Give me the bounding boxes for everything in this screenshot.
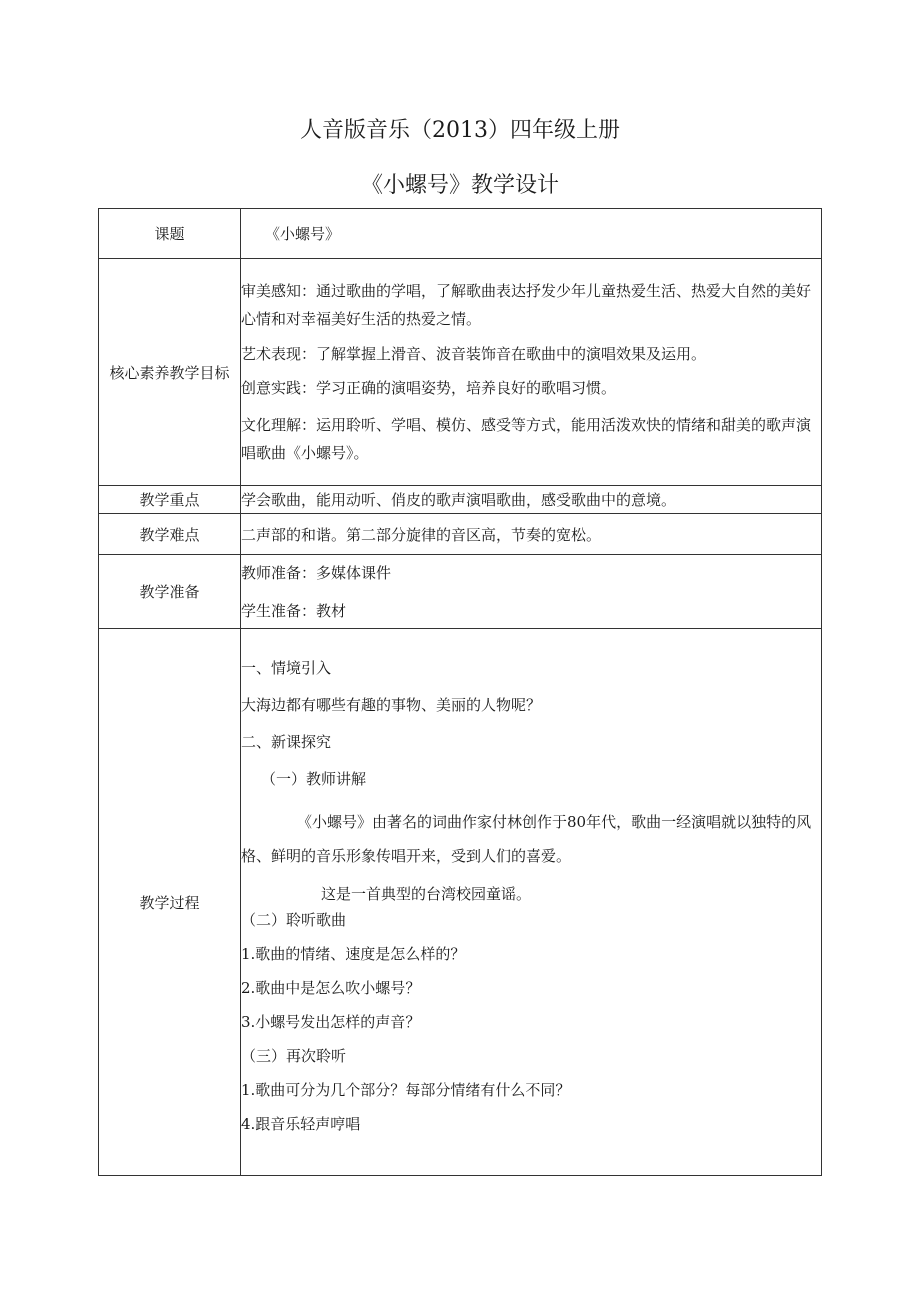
process-line: 2.歌曲中是怎么吹小螺号？ [241,979,421,997]
topic-value: 《小螺号》 [265,225,341,243]
process-line: 4.跟音乐轻声哼唱 [241,1115,361,1133]
process-line: 二、新课探究 [241,733,332,751]
prep-teacher: 教师准备：多媒体课件 [241,563,392,582]
process-label: 教学过程 [99,629,241,1176]
goal-aesthetic: 审美感知：通过歌曲的学唱，了解歌曲表达抒发少年儿童热爱生活、热爱大自然的美好心情和对幸福美好生活的热爱之情。 [241,282,812,328]
process-paragraph: 《小螺号》由著名的词曲作家付林创作于80年代，歌曲一经演唱就以独特的风格、鲜明的音乐形象传唱开来，受到人们的喜爱。 [241,813,812,865]
table-row-process [99,629,822,1176]
goal-practice: 创意实践：学习正确的演唱姿势，培养良好的歌唱习惯。 [241,379,617,397]
goal-culture: 文化理解：运用聆听、学唱、模仿、感受等方式，能用活泼欢快的情绪和甜美的歌声演唱歌曲《小螺号》。 [241,416,812,462]
focus-value: 学会歌曲，能用动听、俏皮的歌声演唱歌曲，感受歌曲中的意境。 [241,486,822,514]
process-line: 1.歌曲的情绪、速度是怎么样的？ [241,945,466,963]
focus-label: 教学重点 [99,486,241,514]
lesson-plan-table [98,208,822,1176]
process-line: （三）再次聆听 [241,1047,347,1065]
process-line: （一）教师讲解 [261,770,367,788]
process-line: 大海边都有哪些有趣的事物、美丽的人物呢？ [241,696,542,714]
goal-expression: 艺术表现：了解掌握上滑音、波音装饰音在歌曲中的演唱效果及运用。 [241,345,707,363]
goals-label: 核心素养教学目标 [99,259,241,486]
table-row-difficulty [99,514,822,555]
table-row-prep [99,555,822,629]
process-line: 一、情境引入 [241,659,332,677]
prep-label: 教学准备 [99,555,241,629]
table-row-topic [99,209,822,259]
document-subtitle: 《小螺号》教学设计 [360,173,559,198]
difficulty-value: 二声部的和谐。第二部分旋律的音区高，节奏的宽松。 [241,514,822,555]
topic-label: 课题 [99,209,241,259]
process-line: 3.小螺号发出怎样的声音？ [241,1013,421,1031]
prep-student: 学生准备：教材 [241,601,347,620]
process-line: 1.歌曲可分为几个部分？每部分情绪有什么不同？ [241,1081,571,1099]
document-title: 人音版音乐（2013）四年级上册 [300,118,620,143]
table-row-goals [99,259,822,486]
table-row-focus [99,486,822,514]
process-line: （二）聆听歌曲 [241,911,347,929]
difficulty-label: 教学难点 [99,514,241,555]
process-line: 这是一首典型的台湾校园童谣。 [321,885,532,903]
